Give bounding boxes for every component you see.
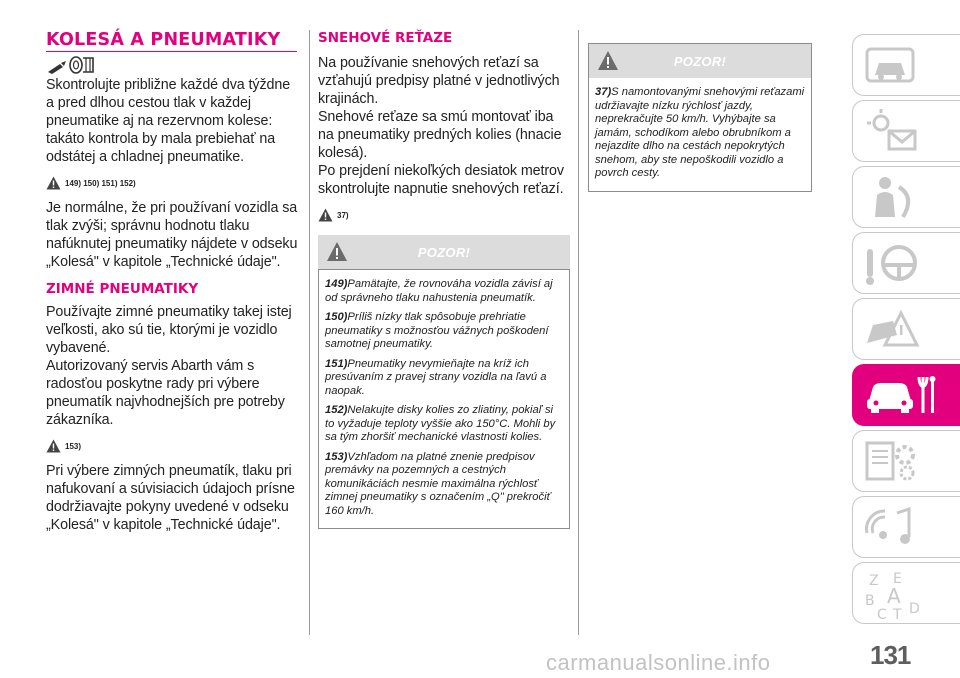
paragraph-winter-selection: Pri výbere zimných pneumatík, tlaku pri nafukovaní a súvisiacich údajoch prísne dodržiavajte pokyny uvedené v odseku „Kolesá" v kapitole „Technické údaje". (46, 463, 295, 533)
tab-safety[interactable] (852, 166, 960, 228)
warning-box-header (589, 44, 811, 78)
warning-note: 150)Príliš nízky tlak spôsobuje prehriatie pneumatiky s možnosťou vážnych poškodení samotnej pneumatiky. (325, 311, 549, 350)
warning-note: 151)Pneumatiky nevymieňajte na kríž ich presúvaním z pravej strany vozidla na ľavú a naopak. (325, 357, 547, 397)
svg-text:A: A (887, 584, 901, 608)
svg-text:E: E (893, 571, 902, 587)
warning-box-body (318, 269, 570, 529)
warning-reference (46, 175, 298, 191)
tab-emergency[interactable] (852, 298, 960, 360)
reference-numbers: 149) 150) 151) 152) (65, 178, 136, 188)
column-divider-1 (309, 30, 310, 635)
warning-reference (318, 207, 570, 223)
starting-driving-icon (863, 239, 923, 287)
heading-rule (46, 51, 297, 52)
warning-title: POZOR! (673, 53, 727, 69)
section-heading-winter-tyres: ZIMNÉ PNEUMATIKY (46, 281, 199, 297)
tab-warning-lights[interactable] (852, 100, 960, 162)
column-divider-2 (578, 30, 579, 635)
warning-reference (46, 438, 298, 454)
warning-box (318, 235, 570, 529)
column-3 (588, 43, 812, 192)
tab-index[interactable] (852, 562, 960, 624)
warning-box-body (589, 78, 811, 191)
svg-text:D: D (909, 601, 920, 617)
page-number: 131 (870, 640, 911, 670)
maintenance-car-wrench-icon (863, 371, 943, 419)
svg-text:C: C (877, 607, 887, 621)
tab-maintenance[interactable] (852, 364, 960, 426)
svg-text:Z: Z (869, 573, 879, 589)
svg-text:B: B (865, 593, 875, 609)
warning-note: 153)Vzhľadom na platné znenie predpisov premávky na pozemných a cestných komunikáciách nesmie maximálna rýchlosť zimnej pneumatiky s označením „Q" prekročiť 160 km/h. (325, 450, 551, 517)
multimedia-icon (863, 503, 923, 551)
column-1 (46, 32, 298, 534)
watermark: carmanualsonline.info (546, 650, 771, 675)
paragraph-pressure-check: Skontrolujte približne každé dva týždne a pred dlhou cestou tlak v každej pneumatike aj na rezervnom kolese: takáto kontrola by mala prebiehať na odstátej a chladnej pneumatike. (46, 77, 291, 165)
warning-box (588, 43, 812, 192)
warning-triangle-icon (318, 208, 333, 222)
warning-triangle-icon (326, 241, 348, 262)
tire-gauge-icon (46, 54, 102, 76)
index-icon (863, 569, 933, 621)
warning-triangle-icon (46, 439, 61, 453)
warning-lights-icon (863, 107, 923, 155)
svg-text:T: T (893, 607, 902, 621)
warning-box-header (318, 235, 570, 269)
tab-technical-data[interactable] (852, 430, 960, 492)
tire-pressure-icon-row (46, 54, 298, 76)
car-dashboard-icon (863, 41, 923, 89)
chapter-sidebar (852, 34, 960, 628)
paragraph-winter-size: Používajte zimné pneumatiky takej istej veľkosti, ako sú tie, ktorými je vozidlo vybavené. (46, 304, 292, 356)
section-heading-wheels: KOLESÁ A PNEUMATIKY (46, 30, 281, 50)
warning-triangle-icon (597, 50, 619, 71)
reference-numbers: 37) (337, 210, 349, 220)
section-heading-snow-chains: SNEHOVÉ REŤAZE (318, 30, 453, 46)
column-2 (318, 30, 570, 529)
paragraph-chain-regulations: Na používanie snehových reťazí sa vzťahujú predpisy platné v jednotlivých krajinách. (318, 55, 560, 107)
emergency-icon (863, 305, 923, 353)
warning-note: 37)S namontovanými snehovými reťazami udržiavajte nízku rýchlosť jazdy, neprekračujte 50 km/h. Vyhýbajte sa jamám, schodíkom alebo obrubníkom a nejazdite dlho na cestách nepokrytých snehom, aby ste nepoškodili vozidlo a povrch cesty. (595, 86, 805, 179)
technical-data-icon (863, 437, 923, 485)
tab-starting-driving[interactable] (852, 232, 960, 294)
warning-note: 149)Pamätajte, že rovnováha vozidla závisí aj od správneho tlaku nahustenia pneumatík. (325, 278, 553, 304)
paragraph-chain-tension: Po prejdení niekoľkých desiatok metrov skontrolujte napnutie snehových reťazí. (318, 163, 564, 197)
warning-triangle-icon (46, 176, 61, 190)
reference-numbers: 153) (65, 441, 82, 451)
paragraph-pressure-increase: Je normálne, že pri používaní vozidla sa tlak zvýši; správnu hodnotu tlaku nafúknutej pneumatiky nájdete v odseku „Kolesá" v kapitole „Technické údaje". (46, 200, 298, 270)
safety-seatbelt-icon (863, 173, 923, 221)
warning-title: POZOR! (417, 244, 471, 260)
paragraph-chain-front-wheels: Snehové reťaze sa smú montovať iba na pneumatiky predných kolies (hnacie kolesá). (318, 109, 562, 161)
warning-note: 152)Nelakujte disky kolies zo zliatiny, pokiaľ si to vyžaduje teploty vyššie ako 150°C. Mohli by sa tým zhoršiť mechanické vlastnosti kolies. (325, 404, 556, 443)
paragraph-abarth-service: Autorizovaný servis Abarth vám s radosťou poskytne rady pri výbere pneumatík najvhodnejších pre potreby zákazníka. (46, 358, 285, 428)
tab-multimedia[interactable] (852, 496, 960, 558)
tab-dashboard[interactable] (852, 34, 960, 96)
